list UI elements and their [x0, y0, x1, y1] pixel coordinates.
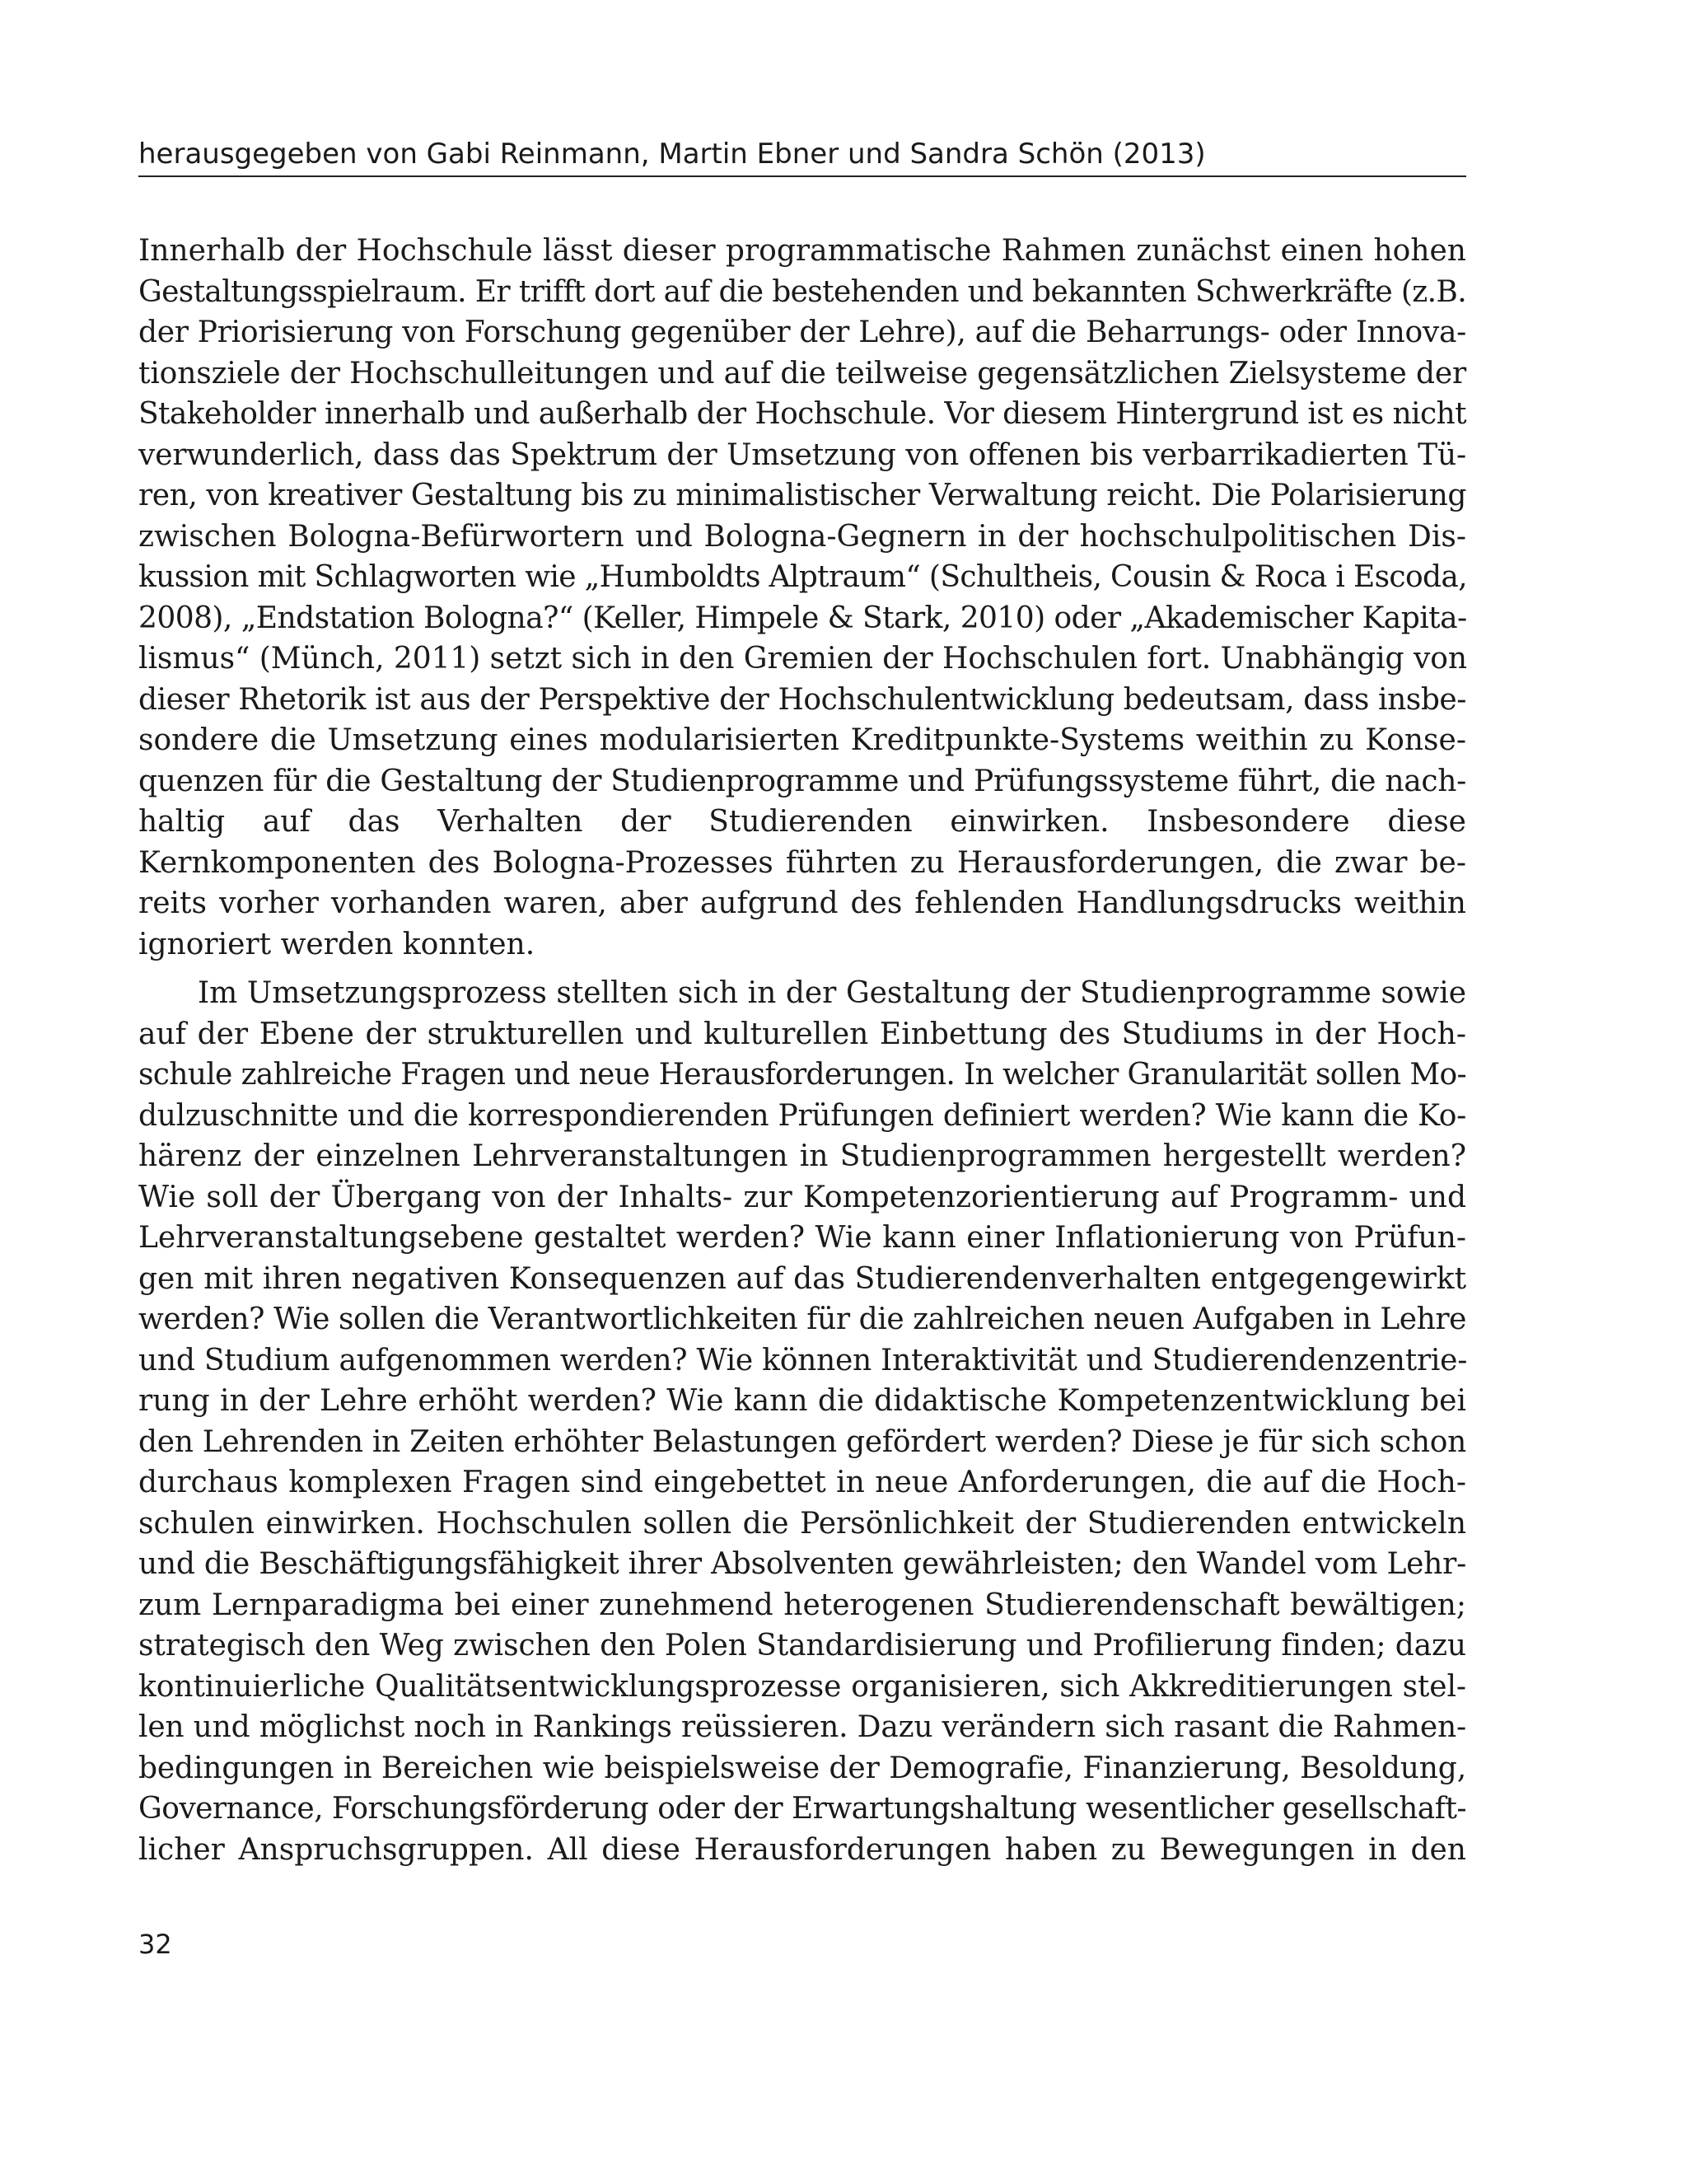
text-line: rung in der Lehre erhöht werden? Wie kann die didaktische Kompetenzentwicklung bei: [138, 1384, 1466, 1418]
text-line: quenzen für die Gestaltung der Studienprogramme und Prüfungssysteme führt, die nach-: [138, 764, 1466, 798]
text-line: ren, von kreativer Gestaltung bis zu minimalistischer Verwaltung reicht. Die Polarisierung: [138, 479, 1466, 512]
text-line: den Lehrenden in Zeiten erhöhter Belastungen gefördert werden? Diese je für sich schon: [138, 1424, 1466, 1459]
text-line: zwischen Bologna-Befürwortern und Bologna-Gegnern in der hochschulpolitischen Dis-: [138, 519, 1466, 554]
text-line: Wie soll der Übergang von der Inhalts- zur Kompetenzorientierung auf Programm- und: [138, 1180, 1466, 1214]
text-line: reits vorher vorhanden waren, aber aufgrund des fehlenden Handlungsdrucks weithin: [138, 886, 1466, 920]
paragraph-2: [138, 973, 1466, 1870]
text-line: schule zahlreiche Fragen und neue Herausforderungen. In welcher Granularität sollen Mo-: [138, 1058, 1466, 1092]
text-line: durchaus komplexen Fragen sind eingebettet in neue Anforderungen, die auf die Hoch-: [138, 1466, 1466, 1499]
text-line: tionsziele der Hochschulleitungen und auf die teilweise gegensätzlichen Zielsysteme der: [138, 356, 1467, 391]
text-line: kussion mit Schlagworten wie „Humboldts Alptraum“ (Schultheis, Cousin & Roca i Escoda,: [138, 560, 1467, 594]
text-line: und die Beschäftigungsfähigkeit ihrer Absolventen gewährleisten; den Wandel vom Lehr-: [138, 1547, 1466, 1581]
text-line: lismus“ (Münch, 2011) setzt sich in den Gremien der Hochschulen fort. Unabhängig von: [138, 642, 1467, 676]
text-line: dulzuschnitte und die korrespondierenden Prüfungen definiert werden? Wie kann die Ko-: [138, 1098, 1466, 1133]
text-line: Lehrveranstaltungsebene gestaltet werden? Wie kann einer Inflationierung von Prüfun-: [138, 1221, 1466, 1255]
text-line: 2008), „Endstation Bologna?“ (Keller, Himpele & Stark, 2010) oder „Akademischer Kapita-: [138, 601, 1467, 635]
text-line: Gestaltungsspielraum. Er trifft dort auf die bestehenden und bekannten Schwerkräfte (z.B.: [138, 274, 1466, 309]
text-line: schulen einwirken. Hochschulen sollen die Persönlichkeit der Studierenden entwickeln: [138, 1506, 1466, 1541]
header-rule: [138, 175, 1466, 177]
text-line: Governance, Forschungsförderung oder der Erwartungshaltung wesentlicher gesellschaft-: [138, 1792, 1466, 1826]
text-line: werden? Wie sollen die Verantwortlichkeiten für die zahlreichen neuen Aufgaben in Lehre: [138, 1302, 1466, 1336]
text-line: strategisch den Weg zwischen den Polen Standardisierung und Profilierung finden; dazu: [138, 1629, 1466, 1663]
text-line: und Studium aufgenommen werden? Wie können Interaktivität und Studierendenzentrie-: [138, 1343, 1468, 1377]
text-line: len und möglichst noch in Rankings reüssieren. Dazu verändern sich rasant die Rahmen-: [138, 1710, 1466, 1744]
body-text: [138, 231, 1466, 1870]
text-line: gen mit ihren negativen Konsequenzen auf das Studierendenverhalten entgegengewirkt: [138, 1261, 1466, 1296]
paragraph-gap: [138, 965, 1466, 973]
text-line: ignoriert werden konnten.: [138, 927, 535, 961]
text-line: haltig auf das Verhalten der Studierenden einwirken. Insbesondere diese: [138, 805, 1466, 839]
running-header: herausgegeben von Gabi Reinmann, Martin Ebner und Sandra Schön (2013): [138, 138, 1206, 171]
text-line: bedingungen in Bereichen wie beispielsweise der Demografie, Finanzierung, Besoldung,: [138, 1751, 1466, 1785]
text-line: auf der Ebene der strukturellen und kulturellen Einbettung des Studiums in der Hoch-: [138, 1017, 1466, 1051]
text-line: sondere die Umsetzung eines modularisierten Kreditpunkte-Systems weithin zu Konse-: [138, 723, 1466, 757]
text-line: Im Umsetzungsprozess stellten sich in der Gestaltung der Studienprogramme sowie: [198, 976, 1466, 1010]
text-line: der Priorisierung von Forschung gegenüber der Lehre), auf die Beharrungs- oder Innova-: [138, 316, 1466, 349]
text-line: licher Anspruchsgruppen. All diese Herausforderungen haben zu Bewegungen in den: [138, 1832, 1466, 1867]
paragraph-1: [138, 231, 1466, 965]
text-line: Innerhalb der Hochschule lässt dieser programmatische Rahmen zunächst einen hohen: [138, 234, 1466, 268]
text-line: Kernkomponenten des Bologna-Prozesses führten zu Herausforderungen, die zwar be-: [138, 845, 1466, 880]
text-line: härenz der einzelnen Lehrveranstaltungen in Studienprogrammen hergestellt werden?: [138, 1139, 1466, 1173]
text-line: kontinuierliche Qualitätsentwicklungsprozesse organisieren, sich Akkreditierungen stel-: [138, 1669, 1466, 1704]
text-line: zum Lernparadigma bei einer zunehmend heterogenen Studierendenschaft bewältigen;: [138, 1588, 1466, 1622]
text-line: verwunderlich, dass das Spektrum der Umsetzung von offenen bis verbarrikadierten Tü-: [138, 437, 1466, 472]
text-line: dieser Rhetorik ist aus der Perspektive der Hochschulentwicklung bedeutsam, dass insbe-: [138, 682, 1466, 717]
text-line: Stakeholder innerhalb und außerhalb der Hochschule. Vor diesem Hintergrund ist es nicht: [138, 397, 1466, 431]
page-number: 32: [138, 1929, 172, 1960]
